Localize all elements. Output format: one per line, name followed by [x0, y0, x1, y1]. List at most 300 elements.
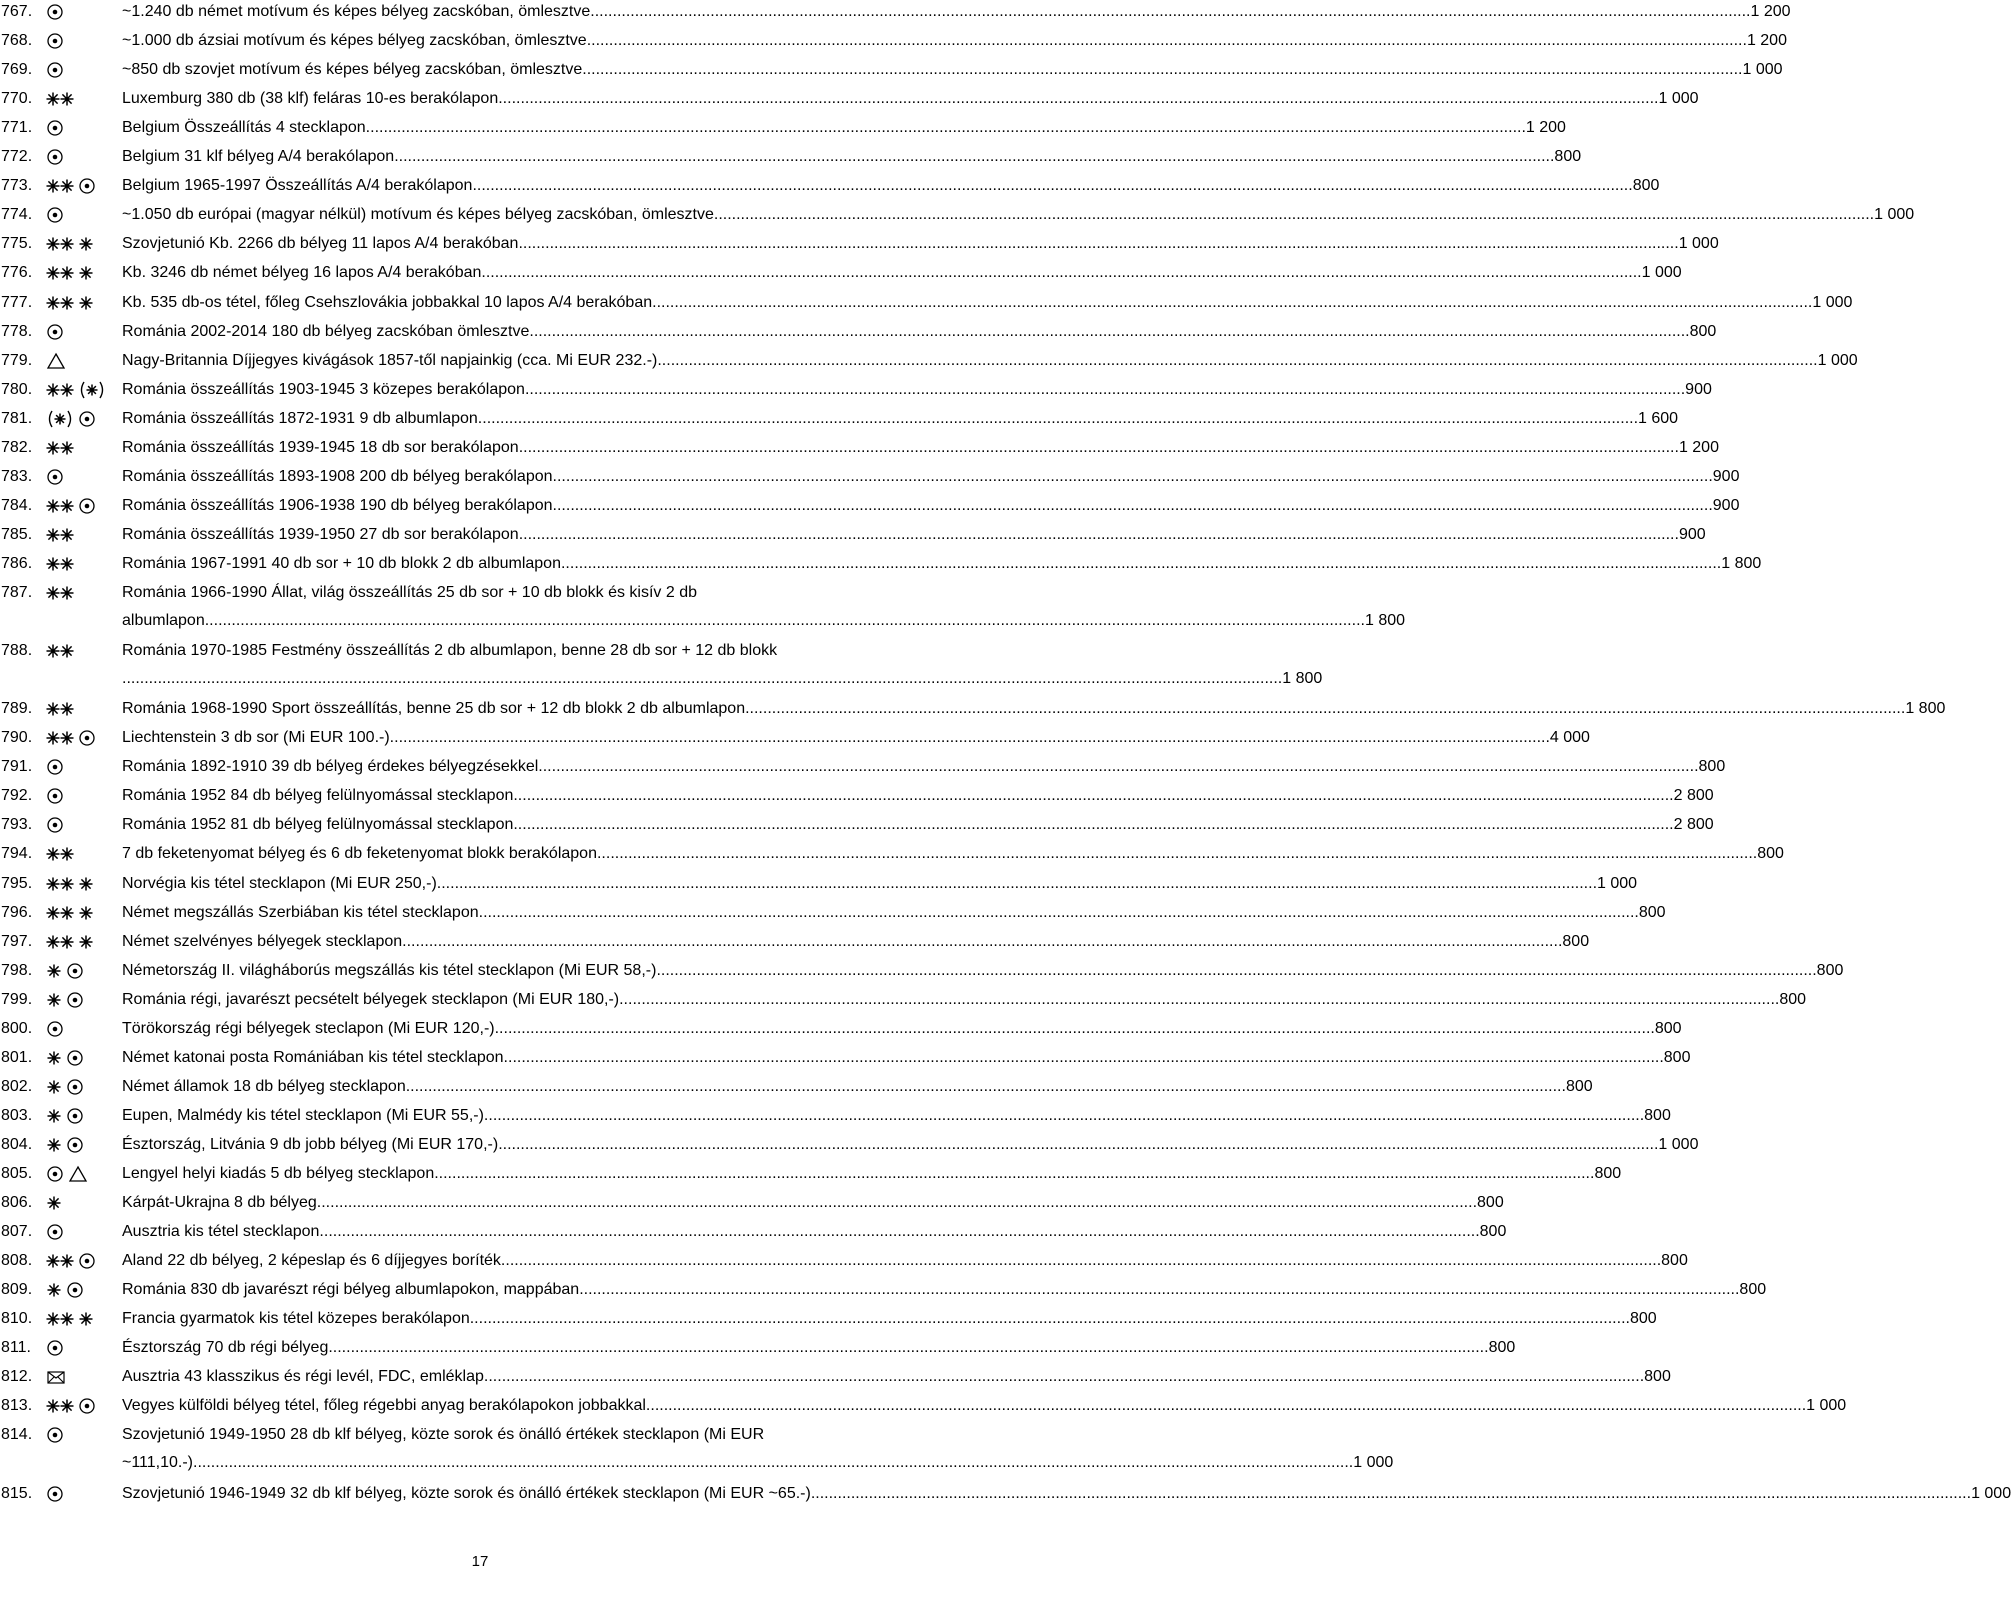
lot-price: 1 600 [1638, 409, 1679, 427]
circle-dot-icon [66, 1049, 84, 1067]
lot-text: Kárpát-Ukrajna 8 db bélyeg [122, 1194, 317, 1212]
lot-number: 796. [1, 903, 33, 921]
circle-dot-icon [46, 3, 64, 21]
lot-description [122, 727, 1590, 755]
condition-icons [46, 526, 78, 544]
lot-description [122, 814, 1714, 842]
lot-number: 773. [1, 177, 33, 195]
condition-icons [46, 61, 68, 79]
circle-dot-icon [78, 1252, 96, 1270]
circle-dot-icon [66, 1107, 84, 1125]
lot-text: Románia összeállítás 1893-1908 200 db bélyeg berakólapon [122, 467, 553, 485]
condition-icons [46, 1049, 88, 1067]
lot-description [122, 233, 1719, 261]
lot-description [122, 931, 1590, 959]
lot-number: 785. [1, 525, 33, 543]
condition-icons [46, 352, 70, 370]
lot-price: 4 000 [1549, 729, 1590, 747]
lot-description [122, 785, 1714, 813]
star-icon [78, 235, 94, 253]
lot-description [122, 1047, 1691, 1075]
lot-price: 1 000 [1353, 1454, 1394, 1472]
condition-icons [46, 1281, 88, 1299]
dot-leader [513, 785, 1673, 807]
envelope-icon [46, 1368, 66, 1386]
star-paren-icon [78, 381, 106, 399]
star-icon [46, 1281, 62, 1299]
lot-text: Francia gyarmatok kis tétel közepes berakólapon [122, 1310, 470, 1328]
dot-leader [205, 610, 1365, 632]
lot-description [122, 175, 1660, 203]
lot-text: Románia 1968-1990 Sport összeállítás, benne 25 db sor + 12 db blokk 2 db albumlapon [122, 700, 746, 718]
lot-number: 803. [1, 1106, 33, 1124]
lot-price: 800 [1565, 1077, 1593, 1095]
lot-number: 782. [1, 438, 33, 456]
lot-number: 805. [1, 1165, 33, 1182]
lot-text: Német szelvényes bélyegek stecklapon [122, 932, 403, 950]
lot-text: Ausztria kis tétel stecklapon [122, 1223, 320, 1241]
lot-text: Románia összeállítás 1939-1950 27 db sor berakólapon [122, 525, 519, 543]
lot-price: 800 [1689, 322, 1717, 340]
lot-text: Vegyes külföldi bélyeg tétel, főleg régebbi anyag berakólapokon jobbakkal [122, 1397, 646, 1415]
dot-leader [434, 1163, 1594, 1185]
circle-dot-icon [46, 61, 64, 79]
lot-price: 1 800 [1364, 612, 1406, 629]
lot-text: Aland 22 db bélyeg, 2 képeslap és 6 díjjegyes boríték [122, 1252, 501, 1270]
lot-price: 1 800 [1282, 670, 1323, 688]
lot-price: 800 [1594, 1165, 1622, 1182]
lot-price: 1 000 [1817, 351, 1858, 369]
lot-number: 771. [1, 119, 33, 137]
condition-icons [46, 700, 78, 718]
circle-dot-icon [66, 991, 84, 1009]
lot-number: 778. [1, 322, 33, 340]
dot-leader [597, 843, 1757, 865]
dot-leader [646, 1395, 1806, 1417]
dot-leader [538, 756, 1698, 778]
lot-number: 775. [1, 235, 33, 253]
lot-number: 786. [1, 554, 33, 572]
lot-number: 811. [1, 1339, 31, 1357]
circle-dot-icon [66, 962, 84, 980]
double-star-icon [46, 381, 74, 399]
circle-dot-icon [78, 729, 96, 747]
lot-number: 780. [1, 380, 33, 398]
lot-price: 800 [1779, 990, 1807, 1008]
circle-dot-icon [46, 1485, 64, 1503]
lot-description [122, 1076, 1593, 1104]
double-star-icon [46, 642, 74, 660]
double-star-icon [46, 497, 74, 515]
lot-description [122, 117, 1566, 145]
lot-number: 800. [1, 1019, 33, 1037]
dot-leader [519, 437, 1679, 459]
lot-description [122, 1308, 1657, 1336]
dot-leader [390, 727, 1550, 749]
lot-price: 900 [1685, 380, 1712, 398]
lot-number: 799. [1, 990, 33, 1008]
lot-price: 1 800 [1905, 700, 1946, 718]
lot-description [122, 553, 1762, 581]
condition-icons [46, 1252, 100, 1270]
lot-number: 795. [1, 874, 33, 892]
lot-text: Szovjetunió Kb. 2266 db bélyeg 11 lapos A/4 berakóban [122, 235, 519, 253]
lot-price: 1 200 [1525, 119, 1566, 137]
circle-dot-icon [66, 1136, 84, 1154]
lot-number: 784. [1, 496, 33, 514]
lot-text: Románia 830 db javarészt régi bélyeg albumlapokon, mappában [122, 1281, 580, 1299]
lot-price: 800 [1816, 961, 1844, 979]
star-icon [46, 962, 62, 980]
double-star-icon [46, 584, 74, 602]
lot-description [122, 30, 1787, 58]
lot-number: 802. [1, 1077, 33, 1095]
condition-icons [46, 584, 78, 602]
dot-leader [479, 902, 1639, 924]
star-icon [78, 904, 94, 922]
lot-description [122, 1424, 1394, 1480]
lot-number: 770. [1, 90, 33, 108]
dot-leader [513, 814, 1673, 836]
lot-price: 800 [1663, 1048, 1691, 1066]
lot-text: Törökország régi bélyegek steclapon (Mi EUR 120,-) [122, 1019, 495, 1037]
condition-icons [46, 962, 88, 980]
lot-description [122, 59, 1783, 87]
condition-icons [46, 1223, 68, 1241]
lot-number: 804. [1, 1135, 33, 1153]
dot-leader [587, 30, 1747, 52]
star-icon [46, 991, 62, 1009]
lot-price: 800 [1554, 148, 1582, 166]
lot-text: Szovjetunió 1946-1949 32 db klf bélyeg, közte sorok és önálló értékek stecklapon (Mi EUR ~65.-) [122, 1484, 811, 1502]
lot-text: ~1.050 db európai (magyar nélkül) motívum és képes bélyeg zacskóban, ömlesztve [122, 206, 714, 224]
lot-price: 800 [1477, 1194, 1504, 1212]
lot-text: Belgium 1965-1997 Összeállítás A/4 berakólapon [122, 177, 473, 195]
dot-leader [501, 1250, 1661, 1272]
circle-dot-icon [78, 1397, 96, 1415]
lot-description [122, 466, 1740, 494]
lot-text: Románia 1892-1910 39 db bélyeg érdekes bélyegzésekkel [122, 758, 539, 776]
condition-icons [46, 555, 78, 573]
dot-leader [656, 960, 1816, 982]
dot-leader [394, 146, 1554, 168]
lot-number: 809. [1, 1281, 33, 1299]
lot-text: ~111,10.-) [122, 1454, 194, 1472]
condition-icons [46, 729, 100, 747]
dot-leader [472, 175, 1632, 197]
lot-number: 788. [1, 642, 33, 660]
lot-number: 815. [1, 1484, 33, 1502]
condition-icons [46, 323, 68, 341]
lot-text: Románia 1952 84 db bélyeg felülnyomással stecklapon [122, 787, 514, 805]
lot-price: 800 [1739, 1281, 1767, 1299]
condition-icons [46, 90, 78, 108]
star-paren-icon [46, 410, 74, 428]
dot-leader [652, 292, 1812, 314]
lot-description [122, 1483, 2011, 1511]
condition-icons [46, 1339, 68, 1357]
lot-description [122, 960, 1844, 988]
lot-description [122, 524, 1706, 552]
lot-description [122, 379, 1712, 407]
lot-description [122, 902, 1666, 930]
lot-text: Románia 1967-1991 40 db sor + 10 db blokk 2 db albumlapon [122, 554, 561, 572]
lot-price: 1 200 [1746, 32, 1787, 50]
lot-text: Belgium Összeállítás 4 stecklapon [122, 119, 366, 137]
lot-text: Liechtenstein 3 db sor (Mi EUR 100.-) [122, 729, 390, 747]
lot-description [122, 495, 1740, 523]
lot-price: 800 [1629, 1310, 1657, 1328]
double-star-icon [46, 904, 74, 922]
dot-leader [470, 1308, 1630, 1330]
lot-number: 787. [1, 584, 33, 601]
circle-dot-icon [46, 148, 64, 166]
lot-number: 813. [1, 1397, 33, 1415]
lot-number: 791. [1, 758, 33, 776]
condition-icons [46, 119, 68, 137]
lot-text: Kb. 3246 db német bélyeg 16 lapos A/4 berakóban [122, 264, 482, 282]
lot-price: 1 000 [1806, 1397, 1847, 1415]
lot-price: 2 800 [1673, 787, 1714, 805]
star-icon [78, 1310, 94, 1328]
condition-icons [46, 1426, 68, 1444]
lot-description [122, 1192, 1504, 1220]
condition-icons [46, 904, 98, 922]
condition-icons [46, 235, 98, 253]
dot-leader [525, 379, 1685, 401]
condition-icons [46, 1397, 100, 1415]
lot-text: Románia régi, javarészt pecsételt bélyegek stecklapon (Mi EUR 180,-) [122, 990, 620, 1008]
lot-price: 900 [1678, 525, 1706, 543]
condition-icons [46, 294, 98, 312]
lot-description [122, 262, 1682, 290]
dot-leader [518, 233, 1678, 255]
star-icon [78, 294, 94, 312]
lot-price: 1 000 [1658, 1135, 1699, 1153]
lot-description [122, 1163, 1622, 1191]
condition-icons [46, 381, 110, 399]
dot-leader [553, 466, 1713, 488]
lot-price: 1 000 [1874, 206, 1915, 224]
condition-icons [46, 264, 98, 282]
lot-description [122, 582, 1406, 638]
lot-description [122, 321, 1717, 349]
lot-number: 781. [1, 409, 33, 427]
star-icon [46, 1194, 62, 1212]
dot-leader [193, 1452, 1353, 1474]
condition-icons [46, 177, 100, 195]
condition-icons [46, 497, 100, 515]
lot-description-first-line: Románia 1970-1985 Festmény összeállítás 2 db albumlapon, benne 28 db sor + 12 db blokk [122, 642, 778, 660]
lot-number: 772. [1, 148, 33, 166]
lot-number: 783. [1, 467, 33, 485]
circle-dot-icon [46, 119, 64, 137]
lot-number: 798. [1, 961, 33, 979]
condition-icons [46, 439, 78, 457]
lot-text: ~850 db szovjet motívum és képes bélyeg zacskóban, ömlesztve [122, 61, 583, 79]
lot-price: 1 200 [1750, 3, 1791, 20]
circle-dot-icon [46, 1165, 64, 1183]
lot-description [122, 1337, 1516, 1365]
page-number: 17 [471, 1553, 489, 1570]
condition-icons [46, 1165, 92, 1183]
circle-dot-icon [46, 468, 64, 486]
lot-number: 806. [1, 1194, 33, 1212]
circle-dot-icon [78, 497, 96, 515]
star-icon [46, 1107, 62, 1125]
dot-leader [481, 262, 1641, 284]
condition-icons [46, 410, 100, 428]
star-icon [46, 1049, 62, 1067]
lot-description [122, 350, 1858, 378]
dot-leader [319, 1221, 1479, 1243]
star-icon [78, 875, 94, 893]
lot-description-first-line: Szovjetunió 1949-1950 28 db klf bélyeg, közte sorok és önálló értékek stecklapon (Mi EUR [122, 1426, 765, 1444]
lot-number: 776. [1, 264, 33, 282]
condition-icons [46, 1310, 98, 1328]
circle-dot-icon [46, 32, 64, 50]
lot-description [122, 1018, 1682, 1046]
dot-leader [619, 989, 1779, 1011]
dot-leader [498, 1134, 1658, 1156]
condition-icons [46, 875, 98, 893]
condition-icons [46, 933, 98, 951]
lot-number: 794. [1, 845, 33, 863]
lot-price: 800 [1654, 1019, 1682, 1037]
lot-description [122, 873, 1638, 901]
lot-text: Kb. 535 db-os tétel, főleg Csehszlovákia jobbakkal 10 lapos A/4 berakóban [122, 293, 653, 311]
double-star-icon [46, 1252, 74, 1270]
lot-number: 777. [1, 293, 33, 311]
star-icon [46, 1078, 62, 1096]
lot-description [122, 1221, 1507, 1249]
lot-text: albumlapon [122, 612, 205, 629]
circle-dot-icon [46, 816, 64, 834]
lot-text: Belgium 31 klf bélyeg A/4 berakólapon [122, 148, 395, 166]
lot-description-first-line: Románia 1966-1990 Állat, világ összeállítás 25 db sor + 10 db blokk és kisív 2 db [122, 584, 697, 601]
condition-icons [46, 642, 78, 660]
double-star-icon [46, 700, 74, 718]
lot-description [122, 1134, 1699, 1162]
lot-text: Románia 1952 81 db bélyeg felülnyomással stecklapon [122, 816, 514, 834]
lot-number: 769. [1, 61, 33, 79]
double-star-icon [46, 933, 74, 951]
star-icon [78, 933, 94, 951]
lot-text: ~1.240 db német motívum és képes bélyeg zacskóban, ömlesztve [122, 3, 591, 20]
circle-dot-icon [46, 1339, 64, 1357]
lot-text: Luxemburg 380 db (38 klf) feláras 10-es berakólapon [122, 90, 499, 108]
lot-price: 800 [1632, 177, 1660, 195]
star-icon [46, 1136, 62, 1154]
lot-number: 790. [1, 729, 33, 747]
circle-dot-icon [78, 177, 96, 195]
lot-number: 767. [1, 3, 33, 20]
double-star-icon [46, 1310, 74, 1328]
condition-icons [46, 758, 68, 776]
lot-text: Románia összeállítás 1939-1945 18 db sor berakólapon [122, 438, 519, 456]
double-star-icon [46, 439, 74, 457]
double-star-icon [46, 235, 74, 253]
lot-number: 812. [1, 1368, 33, 1386]
lot-text: Nagy-Britannia Díjjegyes kivágások 1857-től napjainkig (cca. Mi EUR 232.-) [122, 351, 658, 369]
lot-number: 810. [1, 1310, 33, 1328]
lot-number: 779. [1, 351, 33, 369]
lot-price: 800 [1757, 845, 1784, 863]
dot-leader [811, 1483, 1971, 1505]
dot-leader [478, 408, 1638, 430]
lot-description [122, 989, 1807, 1017]
lot-number: 774. [1, 206, 33, 224]
lot-price: 900 [1712, 467, 1740, 485]
lot-price: 900 [1712, 496, 1740, 514]
circle-dot-icon [46, 206, 64, 224]
condition-icons [46, 1136, 88, 1154]
lot-price: 800 [1644, 1106, 1671, 1124]
double-star-icon [46, 90, 74, 108]
star-icon [78, 264, 94, 282]
lot-number: 797. [1, 932, 33, 950]
dot-leader [553, 495, 1713, 517]
dot-leader [582, 59, 1742, 81]
lot-number: 789. [1, 700, 33, 718]
circle-dot-icon [46, 1020, 64, 1038]
dot-leader [484, 1366, 1644, 1388]
double-star-icon [46, 875, 74, 893]
lot-text: Észtország 70 db régi bélyeg [122, 1339, 329, 1357]
lot-price: 2 800 [1673, 816, 1714, 834]
dot-leader [402, 931, 1562, 953]
lot-description [122, 843, 1784, 871]
lot-text: Eupen, Malmédy kis tétel stecklapon (Mi EUR 55,-) [122, 1106, 484, 1124]
circle-dot-icon [78, 410, 96, 428]
circle-dot-icon [66, 1078, 84, 1096]
dot-leader [714, 204, 1874, 226]
lot-description [122, 1366, 1671, 1394]
dot-leader [519, 524, 1679, 546]
lot-description [122, 640, 1323, 696]
dot-leader [529, 321, 1689, 343]
lot-price: 1 800 [1721, 554, 1762, 572]
lot-description [122, 1279, 1767, 1307]
lot-text: ~1.000 db ázsiai motívum és képes bélyeg zacskóban, ömlesztve [122, 32, 587, 50]
lot-price: 800 [1562, 932, 1590, 950]
lot-description [122, 408, 1679, 436]
condition-icons [46, 32, 68, 50]
lot-price: 1 000 [1641, 264, 1682, 282]
lot-price: 800 [1638, 903, 1666, 921]
lot-number: 792. [1, 787, 33, 805]
double-star-icon [46, 177, 74, 195]
double-star-icon [46, 845, 74, 863]
lot-price: 1 000 [1971, 1484, 2011, 1502]
lot-price: 1 000 [1678, 235, 1719, 253]
condition-icons [46, 3, 68, 21]
condition-icons [46, 1485, 68, 1503]
lot-price: 1 000 [1597, 874, 1638, 892]
lot-description [122, 1250, 1688, 1278]
circle-dot-icon [46, 758, 64, 776]
lot-price: 800 [1479, 1223, 1507, 1241]
double-star-icon [46, 555, 74, 573]
circle-dot-icon [46, 787, 64, 805]
lot-price: 1 000 [1658, 90, 1699, 108]
double-star-icon [46, 294, 74, 312]
lot-number: 807. [1, 1223, 33, 1241]
condition-icons [46, 1107, 88, 1125]
dot-leader [495, 1018, 1655, 1040]
condition-icons [46, 148, 68, 166]
condition-icons [46, 991, 88, 1009]
